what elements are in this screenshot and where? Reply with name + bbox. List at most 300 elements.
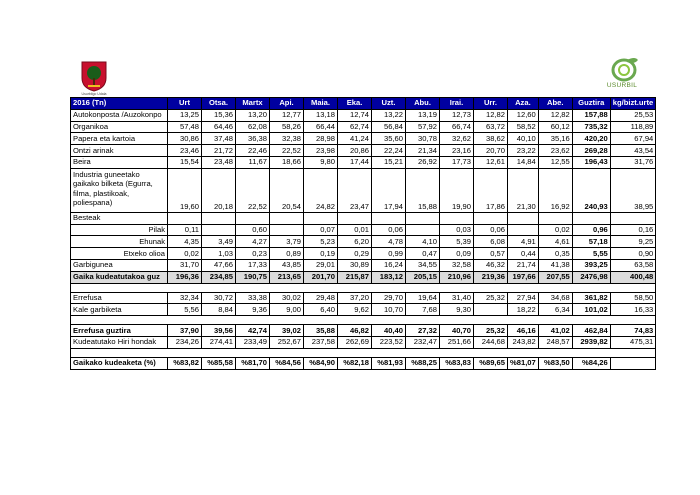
month-value-cell: 4,78 [372, 236, 406, 248]
spacer-cell [440, 283, 474, 292]
month-value-cell: 28,98 [304, 133, 338, 145]
month-value-cell [236, 212, 270, 224]
month-value-cell: 0,09 [440, 248, 474, 260]
per-capita-cell: 0,16 [610, 224, 656, 236]
month-value-cell: 31,40 [440, 292, 474, 304]
month-value-cell: 43,85 [270, 259, 304, 271]
per-capita-cell: 67,94 [610, 133, 656, 145]
header-cell: Api. [270, 98, 304, 110]
month-value-cell: 16,24 [372, 259, 406, 271]
month-value-cell: 262,69 [338, 336, 372, 348]
month-value-cell: 9,62 [338, 304, 372, 316]
row-label: Errefusa [71, 292, 168, 304]
month-value-cell: 25,32 [474, 325, 508, 337]
spacer-cell [474, 348, 508, 357]
header-cell: 2016 (Tn) [71, 98, 168, 110]
month-value-cell: 66,44 [304, 121, 338, 133]
row-label: Kudeatutako Hiri hondak [71, 336, 168, 348]
month-value-cell: %81,93 [372, 357, 406, 369]
spacer-cell [270, 348, 304, 357]
month-value-cell: 23,46 [168, 145, 202, 157]
spacer-cell [236, 283, 270, 292]
spacer-cell [406, 348, 440, 357]
header-cell: kg/bizt.urte [610, 98, 656, 110]
month-value-cell: 9,30 [440, 304, 474, 316]
month-value-cell: 183,12 [372, 271, 406, 283]
month-value-cell: 46,16 [508, 325, 539, 337]
spacer-cell [372, 283, 406, 292]
total-cell: %84,26 [572, 357, 610, 369]
spacer-cell [474, 316, 508, 325]
month-value-cell: 21,72 [202, 145, 236, 157]
month-value-cell: 40,70 [440, 325, 474, 337]
month-value-cell: 4,27 [236, 236, 270, 248]
spacer-cell [304, 316, 338, 325]
month-value-cell: 16,92 [538, 168, 572, 212]
month-value-cell: 3,49 [202, 236, 236, 248]
table-row [71, 292, 656, 304]
month-value-cell: 219,36 [474, 271, 508, 283]
month-value-cell: 197,66 [508, 271, 539, 283]
row-label: Pilak [71, 224, 168, 236]
month-value-cell: 20,54 [270, 168, 304, 212]
month-value-cell: 22,46 [236, 145, 270, 157]
spacer-cell [236, 316, 270, 325]
header-cell: Eka. [338, 98, 372, 110]
month-value-cell: 22,52 [270, 145, 304, 157]
month-value-cell: 4,91 [508, 236, 539, 248]
month-value-cell: 39,56 [202, 325, 236, 337]
month-value-cell: 5,23 [304, 236, 338, 248]
table-row [71, 168, 656, 212]
month-value-cell: 0,35 [538, 248, 572, 260]
month-value-cell: 23,47 [338, 168, 372, 212]
month-value-cell: 215,87 [338, 271, 372, 283]
month-value-cell [474, 212, 508, 224]
total-cell: 462,84 [572, 325, 610, 337]
month-value-cell: 41,38 [538, 259, 572, 271]
header-cell: Abe. [538, 98, 572, 110]
month-value-cell: 19,90 [440, 168, 474, 212]
month-value-cell: 234,85 [202, 271, 236, 283]
spacer-cell [71, 316, 168, 325]
month-value-cell: 251,66 [440, 336, 474, 348]
spacer-cell [168, 283, 202, 292]
month-value-cell: 32,62 [440, 133, 474, 145]
row-label: Kale garbiketa [71, 304, 168, 316]
month-value-cell: 12,82 [474, 109, 508, 121]
month-value-cell: 30,72 [202, 292, 236, 304]
spacer-cell [202, 348, 236, 357]
month-value-cell: 36,38 [236, 133, 270, 145]
month-value-cell: 23,16 [440, 145, 474, 157]
spacer-cell [202, 316, 236, 325]
month-value-cell [270, 224, 304, 236]
month-value-cell: 13,20 [236, 109, 270, 121]
month-value-cell: 27,94 [508, 292, 539, 304]
month-value-cell: 0,02 [168, 248, 202, 260]
month-value-cell: 19,64 [406, 292, 440, 304]
month-value-cell: 14,84 [508, 156, 539, 168]
month-value-cell: 6,08 [474, 236, 508, 248]
spacer-cell [270, 316, 304, 325]
month-value-cell [474, 304, 508, 316]
month-value-cell [508, 212, 539, 224]
month-value-cell: 6,40 [304, 304, 338, 316]
row-label: Gaika kudeatutakoa guz [71, 271, 168, 283]
month-value-cell: 22,24 [372, 145, 406, 157]
month-value-cell [440, 212, 474, 224]
row-label: Papera eta kartoia [71, 133, 168, 145]
spacer-row [71, 348, 656, 357]
month-value-cell: %82,18 [338, 357, 372, 369]
header-cell: Maia. [304, 98, 338, 110]
table-row [71, 304, 656, 316]
table-row [71, 224, 656, 236]
spacer-cell [474, 283, 508, 292]
month-value-cell: 32,58 [440, 259, 474, 271]
table-row [71, 236, 656, 248]
row-label: Beira [71, 156, 168, 168]
header-cell: Irai. [440, 98, 474, 110]
month-value-cell: 13,19 [406, 109, 440, 121]
month-value-cell [406, 224, 440, 236]
spacer-cell [508, 283, 539, 292]
total-cell: 240,93 [572, 168, 610, 212]
spacer-cell [572, 348, 610, 357]
total-cell: 2939,82 [572, 336, 610, 348]
month-value-cell [270, 212, 304, 224]
month-value-cell: 46,32 [474, 259, 508, 271]
month-value-cell: %84,56 [270, 357, 304, 369]
row-label: Gaikako kudeaketa (%) [71, 357, 168, 369]
month-value-cell: 23,98 [304, 145, 338, 157]
per-capita-cell: 25,53 [610, 109, 656, 121]
header-cell: Abu. [406, 98, 440, 110]
month-value-cell: 18,22 [508, 304, 539, 316]
row-label: Errefusa guztira [71, 325, 168, 337]
spacer-cell [71, 283, 168, 292]
spacer-cell [538, 283, 572, 292]
month-value-cell: 35,88 [304, 325, 338, 337]
table-row [71, 259, 656, 271]
total-cell: 5,55 [572, 248, 610, 260]
spacer-cell [538, 316, 572, 325]
month-value-cell: 0,89 [270, 248, 304, 260]
month-value-cell: 3,79 [270, 236, 304, 248]
month-value-cell: 12,74 [338, 109, 372, 121]
month-value-cell: 30,02 [270, 292, 304, 304]
month-value-cell: 21,30 [508, 168, 539, 212]
month-value-cell: 20,86 [338, 145, 372, 157]
month-value-cell: 232,47 [406, 336, 440, 348]
month-value-cell: 35,16 [538, 133, 572, 145]
month-value-cell [304, 212, 338, 224]
month-value-cell: 57,48 [168, 121, 202, 133]
month-value-cell: 4,35 [168, 236, 202, 248]
month-value-cell: 29,70 [372, 292, 406, 304]
spacer-cell [168, 316, 202, 325]
row-label: Autokonposta /Auzokonpo [71, 109, 168, 121]
month-value-cell: 9,00 [270, 304, 304, 316]
table-row [71, 357, 656, 369]
month-value-cell: 32,38 [270, 133, 304, 145]
month-value-cell: 23,22 [508, 145, 539, 157]
month-value-cell: 0,29 [338, 248, 372, 260]
month-value-cell: 12,73 [440, 109, 474, 121]
month-value-cell: 29,48 [304, 292, 338, 304]
month-value-cell: 17,86 [474, 168, 508, 212]
month-value-cell: 15,88 [406, 168, 440, 212]
spacer-cell [338, 348, 372, 357]
month-value-cell: 33,38 [236, 292, 270, 304]
row-label: Garbigunea [71, 259, 168, 271]
month-value-cell: 244,68 [474, 336, 508, 348]
row-label: Etxeko olioa [71, 248, 168, 260]
per-capita-cell [610, 212, 656, 224]
month-value-cell: 56,84 [372, 121, 406, 133]
spacer-row [71, 316, 656, 325]
month-value-cell: 21,74 [508, 259, 539, 271]
per-capita-cell: 16,33 [610, 304, 656, 316]
month-value-cell: 19,60 [168, 168, 202, 212]
month-value-cell: 62,74 [338, 121, 372, 133]
month-value-cell: 17,44 [338, 156, 372, 168]
month-value-cell: 63,72 [474, 121, 508, 133]
header-cell: Urr. [474, 98, 508, 110]
total-cell: 361,82 [572, 292, 610, 304]
month-value-cell: 201,70 [304, 271, 338, 283]
month-value-cell: 37,48 [202, 133, 236, 145]
month-value-cell: 223,52 [372, 336, 406, 348]
month-value-cell [538, 212, 572, 224]
month-value-cell: 237,58 [304, 336, 338, 348]
month-value-cell [202, 212, 236, 224]
spacer-cell [304, 348, 338, 357]
header-cell: Guztira [572, 98, 610, 110]
per-capita-cell: 118,89 [610, 121, 656, 133]
month-value-cell [508, 224, 539, 236]
month-value-cell: 34,68 [538, 292, 572, 304]
spacer-cell [440, 348, 474, 357]
month-value-cell: 233,49 [236, 336, 270, 348]
month-value-cell: 252,67 [270, 336, 304, 348]
month-value-cell: 60,12 [538, 121, 572, 133]
month-value-cell: 13,22 [372, 109, 406, 121]
month-value-cell: 13,18 [304, 109, 338, 121]
month-value-cell: 38,62 [474, 133, 508, 145]
town-crest-caption: Usurbilgo Udala [81, 92, 107, 96]
month-value-cell: 0,23 [236, 248, 270, 260]
total-cell: 57,18 [572, 236, 610, 248]
spacer-cell [304, 283, 338, 292]
per-capita-cell: 74,83 [610, 325, 656, 337]
month-value-cell: 17,73 [440, 156, 474, 168]
spacer-cell [610, 348, 656, 357]
month-value-cell: 4,10 [406, 236, 440, 248]
month-value-cell [372, 212, 406, 224]
month-value-cell: 234,26 [168, 336, 202, 348]
spacer-cell [168, 348, 202, 357]
row-label: Ehunak [71, 236, 168, 248]
month-value-cell: 39,02 [270, 325, 304, 337]
table-row [71, 109, 656, 121]
usurbil-logo-name: USURBIL [606, 82, 638, 89]
spacer-cell [610, 316, 656, 325]
header-cell: Uzt. [372, 98, 406, 110]
month-value-cell: 0,19 [304, 248, 338, 260]
total-cell: 735,32 [572, 121, 610, 133]
month-value-cell: 64,46 [202, 121, 236, 133]
town-crest-icon [79, 60, 109, 92]
month-value-cell: %83,83 [440, 357, 474, 369]
header-cell: Otsa. [202, 98, 236, 110]
spacer-cell [372, 348, 406, 357]
per-capita-cell: 58,50 [610, 292, 656, 304]
table-row [71, 271, 656, 283]
spacer-cell [572, 316, 610, 325]
month-value-cell: 21,34 [406, 145, 440, 157]
total-cell: 420,20 [572, 133, 610, 145]
table-row [71, 156, 656, 168]
month-value-cell: 20,18 [202, 168, 236, 212]
total-cell: 101,02 [572, 304, 610, 316]
month-value-cell: 0,57 [474, 248, 508, 260]
month-value-cell: 12,60 [508, 109, 539, 121]
per-capita-cell: 475,31 [610, 336, 656, 348]
month-value-cell [406, 212, 440, 224]
month-value-cell: 0,03 [440, 224, 474, 236]
spacer-row [71, 283, 656, 292]
month-value-cell: 196,36 [168, 271, 202, 283]
month-value-cell: 0,60 [236, 224, 270, 236]
month-value-cell: %81,70 [236, 357, 270, 369]
month-value-cell: 13,25 [168, 109, 202, 121]
month-value-cell: 17,33 [236, 259, 270, 271]
month-value-cell: %81,07 [508, 357, 539, 369]
spacer-cell [572, 283, 610, 292]
spacer-cell [508, 316, 539, 325]
month-value-cell: 207,55 [538, 271, 572, 283]
month-value-cell: 11,67 [236, 156, 270, 168]
spacer-cell [236, 348, 270, 357]
spacer-cell [440, 316, 474, 325]
month-value-cell: 274,41 [202, 336, 236, 348]
month-value-cell: 47,66 [202, 259, 236, 271]
spacer-cell [338, 283, 372, 292]
month-value-cell: 32,34 [168, 292, 202, 304]
month-value-cell: 23,48 [202, 156, 236, 168]
spacer-cell [538, 348, 572, 357]
month-value-cell: %83,50 [538, 357, 572, 369]
total-cell: 196,43 [572, 156, 610, 168]
total-cell [572, 212, 610, 224]
month-value-cell: 5,56 [168, 304, 202, 316]
month-value-cell: 0,44 [508, 248, 539, 260]
month-value-cell: 40,40 [372, 325, 406, 337]
month-value-cell: 8,84 [202, 304, 236, 316]
month-value-cell: 9,80 [304, 156, 338, 168]
month-value-cell: 30,89 [338, 259, 372, 271]
table-row [71, 145, 656, 157]
month-value-cell: 213,65 [270, 271, 304, 283]
month-value-cell: 15,21 [372, 156, 406, 168]
month-value-cell: 10,70 [372, 304, 406, 316]
month-value-cell: 66,74 [440, 121, 474, 133]
table-row [71, 212, 656, 224]
month-value-cell: 0,06 [372, 224, 406, 236]
row-label: Ontzi arinak [71, 145, 168, 157]
month-value-cell [202, 224, 236, 236]
month-value-cell: 29,01 [304, 259, 338, 271]
month-value-cell: 35,60 [372, 133, 406, 145]
per-capita-cell: 400,48 [610, 271, 656, 283]
month-value-cell: 41,24 [338, 133, 372, 145]
spacer-cell [71, 348, 168, 357]
spacer-cell [372, 316, 406, 325]
month-value-cell: 37,20 [338, 292, 372, 304]
month-value-cell: 58,52 [508, 121, 539, 133]
spacer-cell [406, 316, 440, 325]
month-value-cell: 40,10 [508, 133, 539, 145]
month-value-cell: 243,82 [508, 336, 539, 348]
total-cell: 269,28 [572, 145, 610, 157]
month-value-cell: 7,68 [406, 304, 440, 316]
month-value-cell: 18,66 [270, 156, 304, 168]
header-cell: Urt [168, 98, 202, 110]
month-value-cell: 42,74 [236, 325, 270, 337]
month-value-cell: 12,82 [538, 109, 572, 121]
month-value-cell: 22,52 [236, 168, 270, 212]
month-value-cell: %85,58 [202, 357, 236, 369]
total-cell: 2476,98 [572, 271, 610, 283]
per-capita-cell: 63,58 [610, 259, 656, 271]
month-value-cell: 34,55 [406, 259, 440, 271]
month-value-cell: 46,82 [338, 325, 372, 337]
month-value-cell: 0,02 [538, 224, 572, 236]
table-row [71, 336, 656, 348]
row-label: Industria guneetako gaikako bilketa (Egurra, filma, plastikoak, poliespana) [71, 168, 168, 212]
total-cell: 393,25 [572, 259, 610, 271]
month-value-cell: 24,82 [304, 168, 338, 212]
month-value-cell: %83,82 [168, 357, 202, 369]
month-value-cell: 20,70 [474, 145, 508, 157]
spacer-cell [508, 348, 539, 357]
month-value-cell: 27,32 [406, 325, 440, 337]
month-value-cell: 30,86 [168, 133, 202, 145]
month-value-cell: 62,08 [236, 121, 270, 133]
month-value-cell: 26,92 [406, 156, 440, 168]
month-value-cell: 31,70 [168, 259, 202, 271]
month-value-cell: 1,03 [202, 248, 236, 260]
month-value-cell: 0,07 [304, 224, 338, 236]
per-capita-cell: 38,95 [610, 168, 656, 212]
month-value-cell: 17,94 [372, 168, 406, 212]
month-value-cell: 30,78 [406, 133, 440, 145]
month-value-cell: 12,77 [270, 109, 304, 121]
table-row [71, 133, 656, 145]
month-value-cell: %88,25 [406, 357, 440, 369]
waste-data-table [70, 97, 656, 370]
month-value-cell: 0,99 [372, 248, 406, 260]
table-row [71, 248, 656, 260]
month-value-cell: 210,96 [440, 271, 474, 283]
month-value-cell: 23,62 [538, 145, 572, 157]
month-value-cell: 37,90 [168, 325, 202, 337]
month-value-cell: 12,55 [538, 156, 572, 168]
usurbil-leaf-logo-icon [607, 56, 641, 82]
per-capita-cell: 31,76 [610, 156, 656, 168]
